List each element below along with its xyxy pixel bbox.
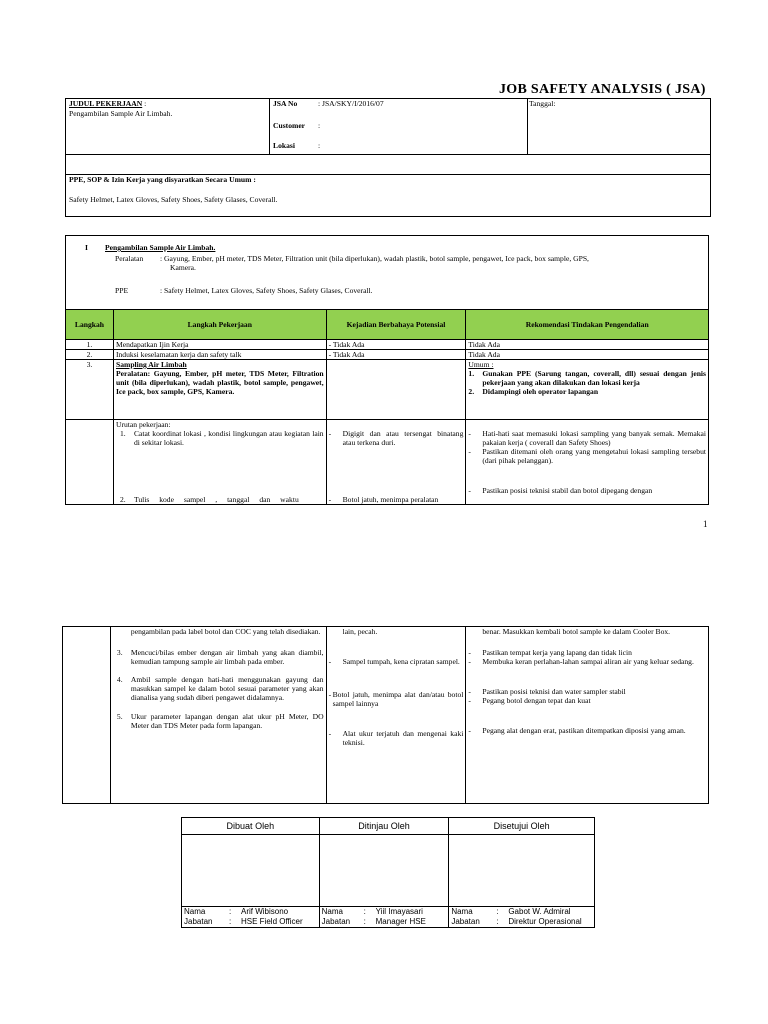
hazard-item: - Digigit dan atau tersengat binatang atau terkena duri.	[328, 429, 464, 447]
rec-item: - Pastikan ditemani oleh orang yang mengetahui lokasi sampling tersebut (dari pihak pelanggan).	[468, 447, 706, 465]
rec-cell	[466, 420, 709, 505]
cont-hazard: lain, pecah.	[342, 627, 378, 636]
rec-text: Pastikan posisi teknisi dan water sampler stabil	[482, 687, 626, 696]
row-no	[66, 420, 114, 505]
row-no: 3.	[66, 360, 114, 420]
row-no: 2.	[66, 350, 114, 360]
signature-space	[319, 835, 449, 907]
hazard-item: - Sampel tumpah, kena cipratan sampel.	[329, 657, 464, 666]
rec-text: Membuka keran perlahan-lahan sampai aliran air yang keluar sedang.	[482, 657, 694, 666]
peralatan-label: Peralatan	[115, 254, 144, 263]
signature-space	[182, 835, 320, 907]
nama-line	[451, 907, 592, 917]
table-row	[66, 340, 709, 350]
lokasi-value: :	[318, 141, 321, 150]
row-step: Induksi keselamatan kerja dan safety talk	[113, 350, 326, 360]
rec-item: - Pastikan posisi teknisi dan water sampler stabil	[468, 687, 706, 696]
document-title: JOB SAFETY ANALYSIS ( JSA)	[499, 82, 706, 97]
jabatan-line	[322, 917, 447, 927]
jsa-no-label: JSA No	[273, 99, 298, 108]
step-num: 5.	[116, 712, 123, 721]
nama-value: Gabot W. Admiral	[508, 907, 571, 916]
urutan-label: Urutan pekerjaan:	[115, 420, 171, 429]
rec-num: 2.	[468, 387, 475, 396]
step-text: Tulis kode sampel , tanggal dan waktu	[133, 495, 299, 504]
signature-info	[449, 907, 595, 928]
rec-title: Umum :	[468, 360, 494, 369]
colon: :	[496, 917, 499, 926]
jsa-cell	[270, 99, 528, 154]
judul-label-line	[69, 99, 146, 108]
rec-text: Pastikan posisi teknisi stabil dan botol dipegang dengan	[482, 486, 653, 495]
rec-cell	[466, 627, 709, 804]
jsa-no-value: : JSA/SKY/I/2016/07	[318, 99, 384, 108]
nama-value: Arif Wibisono	[241, 907, 289, 916]
jabatan-value: Direktur Operasional	[508, 917, 582, 926]
row-hazard	[326, 360, 466, 420]
hazard-text: Botol jatuh, menimpa peralatan	[342, 495, 439, 504]
row-step: Mendapatkan Ijin Kerja	[113, 340, 326, 350]
row-no: 1.	[66, 340, 114, 350]
jabatan-label: Jabatan	[184, 917, 213, 926]
row-step-body: Peralatan: Gayung, Ember, pH meter, TDS Meter, Filtration unit (bila diperlukan), wadah plastik, botol sample, pengawet, Ice pack, box sample, GPS, Kamera.	[115, 369, 324, 396]
rec-text: Pegang alat dengan erat, pastikan ditempatkan diposisi yang aman.	[482, 726, 686, 735]
colon: :	[496, 907, 499, 916]
step-item	[116, 495, 324, 504]
section-title: Pengambilan Sample Air Limbah.	[105, 243, 216, 252]
rec-item: - Pastikan posisi teknisi stabil dan botol dipegang dengan	[468, 486, 706, 495]
hazard-text: Sampel tumpah, kena cipratan sampel.	[342, 657, 460, 666]
ppe-section-value: : Safety Helmet, Latex Gloves, Safety Shoes, Safety Glases, Coverall.	[160, 286, 373, 295]
nama-value: Yiil Imayasari	[375, 907, 423, 916]
dibuat-label: Dibuat Oleh	[182, 818, 320, 835]
jabatan-label: Jabatan	[321, 917, 351, 926]
row-hazard: - Tidak Ada	[326, 350, 466, 360]
row-rec: Tidak Ada	[466, 350, 709, 360]
signature-info	[182, 907, 320, 928]
step-item	[113, 675, 324, 702]
jsa-table-continued	[62, 626, 709, 804]
step-num: 1.	[119, 429, 126, 438]
peralatan-value-cont: Kamera.	[170, 263, 196, 272]
step-text: Mencuci/bilas ember dengan air limbah yang akan diambil, kemudian tampung sample air limbah pada ember.	[130, 648, 324, 666]
hazard-text: Botol jatuh, menimpa alat dan/atau botol sampel lainnya	[332, 690, 464, 708]
steps-cell	[113, 420, 326, 505]
row-step-cell	[113, 360, 326, 420]
judul-label: JUDUL PEKERJAAN	[69, 99, 143, 108]
customer-value: :	[318, 121, 321, 130]
hazard-cell	[326, 627, 466, 804]
table-row	[63, 627, 709, 804]
jabatan-value: HSE Field Officer	[241, 917, 303, 926]
nama-line	[322, 907, 447, 917]
page-number: 1	[703, 519, 708, 529]
signature-header-row	[182, 818, 595, 835]
signature-info-row	[182, 907, 595, 928]
row-rec: Tidak Ada	[466, 340, 709, 350]
rec-item: - Pegang botol dengan tepat dan kuat	[468, 696, 706, 705]
customer-label: Customer	[273, 121, 306, 130]
signature-table	[181, 817, 595, 928]
signature-space	[449, 835, 595, 907]
signature-space-row	[182, 835, 595, 907]
nama-label: Nama	[451, 907, 473, 916]
header-langkah: Langkah	[66, 310, 114, 340]
table-row	[66, 420, 709, 505]
rec-item: - Pegang alat dengan erat, pastikan ditempatkan diposisi yang aman.	[468, 726, 706, 735]
rec-text: Pegang botol dengan tepat dan kuat	[482, 696, 591, 705]
cont-rec: benar. Masukkan kembali botol sample ke dalam Cooler Box.	[482, 627, 671, 636]
cont-step: pengambilan pada label botol dan COC yang telah disediakan.	[130, 627, 321, 636]
rec-text: Pastikan tempat kerja yang lapang dan tidak licin	[482, 648, 632, 657]
ppe-value: Safety Helmet, Latex Gloves, Safety Shoes, Safety Glases, Coverall.	[69, 195, 278, 204]
ditinjau-label: Ditinjau Oleh	[319, 818, 449, 835]
peralatan-value: : Gayung, Ember, pH meter, TDS Meter, Filtration unit (bila diperlukan), wadah plastik, botol sample, pengawet, Ice pack, box sample, GPS,	[160, 254, 589, 263]
signature-info	[319, 907, 449, 928]
divider	[66, 154, 710, 155]
step-num: 4.	[116, 675, 123, 684]
table-row	[66, 360, 709, 420]
row-hazard: - Tidak Ada	[326, 340, 466, 350]
hazard-cell	[326, 420, 466, 505]
nama-line	[184, 907, 317, 917]
jabatan-value: Manager HSE	[375, 917, 426, 926]
row-rec-cell	[466, 360, 709, 420]
colon: :	[229, 917, 232, 926]
step-text: Ukur parameter lapangan dengan alat ukur pH Meter, DO Meter dan TDS Meter pada form lapangan.	[130, 712, 324, 730]
table-row	[66, 350, 709, 360]
rec-text: Pastikan ditemani oleh orang yang mengetahui lokasi sampling tersebut (dari pihak pelanggan).	[482, 447, 706, 465]
rec-item: - Membuka keran perlahan-lahan sampai aliran air yang keluar sedang.	[468, 657, 706, 666]
row-no	[63, 627, 111, 804]
lokasi-label: Lokasi	[273, 141, 295, 150]
judul-value: Pengambilan Sample Air Limbah.	[69, 109, 173, 118]
rec-text: Didampingi oleh operator lapangan	[482, 387, 599, 396]
steps-cell	[110, 627, 326, 804]
hazard-text: Digigit dan atau tersengat binatang atau terkena duri.	[342, 429, 464, 447]
rec-item: - Pastikan tempat kerja yang lapang dan tidak licin	[468, 648, 706, 657]
header-kejadian: Kejadian Berbahaya Potensial	[326, 310, 466, 340]
header-langkah-pekerjaan: Langkah Pekerjaan	[113, 310, 326, 340]
colon: :	[363, 917, 366, 926]
disetujui-label: Disetujui Oleh	[449, 818, 595, 835]
header-rekomendasi: Rekomendasi Tindakan Pengendalian	[466, 310, 709, 340]
row-step-title: Sampling Air Limbah	[115, 360, 187, 369]
judul-colon: :	[142, 99, 147, 108]
rec-text: Gunakan PPE (Sarung tangan, coverall, dll) sesuai dengan jenis pekerjaan yang akan dilakukan dan lokasi kerja	[482, 369, 706, 387]
rec-item: - Hati-hati saat memasuki lokasi sampling yang banyak semak. Memakai pakaian kerja ( coverall dan Safety Shoes)	[468, 429, 706, 447]
colon: :	[363, 907, 366, 916]
hazard-item: - Alat ukur terjatuh dan mengenai kaki teknisi.	[328, 729, 464, 747]
section-roman: I	[85, 243, 88, 252]
colon: :	[229, 907, 232, 916]
nama-label: Nama	[184, 907, 206, 916]
step-num: 3.	[116, 648, 123, 657]
rec-num: 1.	[468, 369, 475, 378]
hazard-item: - Botol jatuh, menimpa alat dan/atau botol sampel lainnya	[328, 690, 464, 708]
jabatan-label: Jabatan	[451, 917, 480, 926]
jabatan-line	[184, 917, 317, 927]
rec-item	[468, 387, 706, 396]
hazard-text: Alat ukur terjatuh dan mengenai kaki teknisi.	[342, 729, 464, 747]
hazard-item: - Botol jatuh, menimpa peralatan	[329, 495, 464, 504]
rec-item	[468, 369, 706, 387]
step-text: Ambil sample dengan hati-hati menggunakan gayung dan masukkan sampel ke dalam botol sesuai parameter yang akan dianalisa yang sudah diberi pengawet didalamnya.	[130, 675, 324, 702]
ppe-heading: PPE, SOP & Izin Kerja yang disyaratkan Secara Umum :	[69, 175, 256, 184]
step-item	[116, 429, 324, 447]
step-num: 2.	[119, 495, 126, 504]
step-item	[113, 712, 324, 730]
ppe-section-label: PPE	[115, 286, 129, 295]
jabatan-line	[451, 917, 592, 927]
nama-label: Nama	[321, 907, 343, 916]
table-header-row	[66, 310, 709, 340]
step-item	[113, 648, 324, 666]
jsa-table	[65, 309, 709, 505]
rec-text: Hati-hati saat memasuki lokasi sampling yang banyak semak. Memakai pakaian kerja ( coverall dan Safety Shoes)	[482, 429, 706, 447]
step-text: Catat koordinat lokasi , kondisi lingkungan atau kegiatan lain di sekitar lokasi.	[133, 429, 324, 447]
tanggal-label: Tanggal:	[529, 99, 556, 108]
